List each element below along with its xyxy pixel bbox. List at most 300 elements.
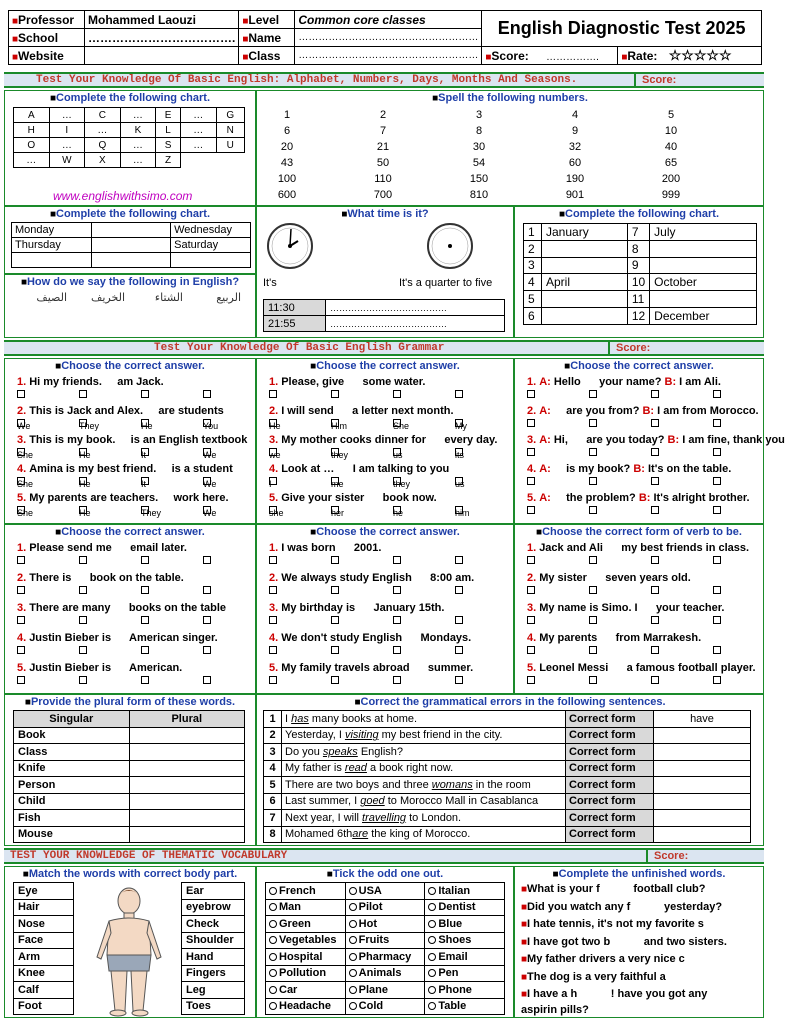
number-item: 60 — [568, 157, 582, 169]
alphabet-cell[interactable]: … — [120, 153, 156, 168]
checkbox-icon[interactable] — [393, 390, 401, 398]
checkbox-icon[interactable] — [455, 616, 463, 624]
speaker-a: A: — [539, 405, 551, 417]
question-text: There are many books on the table — [29, 602, 227, 614]
checkbox-icon[interactable] — [331, 390, 339, 398]
checkbox-icon[interactable] — [713, 646, 721, 654]
question — [17, 404, 255, 419]
checkbox-icon[interactable] — [713, 676, 721, 684]
checkbox-icon[interactable] — [455, 556, 463, 564]
square-icon: ■ — [55, 527, 62, 538]
alphabet-cell[interactable]: … — [49, 108, 85, 123]
month-name: July — [650, 224, 757, 241]
alphabet-cell[interactable]: … — [180, 138, 216, 153]
red-square-icon: ■ — [521, 901, 528, 913]
section-title: Choose the correct answer. — [570, 360, 714, 372]
checkbox-icon[interactable] — [79, 586, 87, 594]
checkbox-icon[interactable] — [79, 646, 87, 654]
checkbox-icon[interactable] — [589, 616, 597, 624]
day-cell[interactable] — [91, 253, 170, 268]
checkbox-icon[interactable] — [141, 556, 149, 564]
left-word[interactable]: Face — [14, 932, 74, 949]
checkbox-icon[interactable] — [527, 616, 535, 624]
odd-option[interactable] — [425, 916, 505, 933]
sentence-pre: Mohamed 6th — [285, 828, 353, 841]
plural-answer[interactable] — [129, 777, 245, 794]
question-text: My parents are teachers. work here. — [29, 492, 229, 504]
radio-icon[interactable] — [269, 1002, 277, 1010]
error-number: 3 — [264, 744, 282, 761]
month-name[interactable] — [542, 240, 628, 257]
checkbox-icon[interactable] — [203, 676, 211, 684]
odd-row — [266, 998, 505, 1015]
error-word: speaks — [322, 745, 358, 758]
checkbox-icon[interactable] — [713, 390, 721, 398]
odd-label: Cold — [358, 1000, 384, 1013]
radio-icon[interactable] — [349, 936, 357, 944]
checkbox-icon[interactable] — [331, 616, 339, 624]
sentence-pre: I — [285, 712, 292, 725]
option-label: We — [203, 450, 217, 460]
left-word[interactable]: Eye — [14, 883, 74, 900]
alphabet-cell: E — [156, 108, 181, 123]
section-band-vocabulary — [4, 848, 764, 864]
odd-option[interactable] — [425, 949, 505, 966]
radio-icon[interactable] — [269, 986, 277, 994]
alphabet-cell[interactable]: … — [120, 138, 156, 153]
odd-option[interactable] — [345, 932, 425, 949]
odd-option[interactable] — [266, 965, 346, 982]
checkbox-icon[interactable] — [651, 419, 659, 427]
checkbox-icon[interactable] — [17, 556, 25, 564]
options-row — [269, 646, 513, 661]
option-label: they — [331, 450, 349, 460]
right-word[interactable]: Fingers — [182, 965, 245, 982]
question-number: 3. — [269, 602, 279, 614]
radio-icon[interactable] — [428, 936, 436, 944]
checkbox-icon[interactable] — [651, 616, 659, 624]
odd-option[interactable] — [425, 998, 505, 1015]
checkbox-icon[interactable] — [589, 676, 597, 684]
month-number: 8 — [627, 240, 649, 257]
odd-label: Blue — [438, 917, 463, 930]
odd-option[interactable] — [425, 982, 505, 999]
option-label: she — [269, 508, 284, 518]
speaker-b: B: — [667, 434, 680, 446]
plural-title: Provide the plural form of these words. — [30, 696, 236, 708]
alphabet-cell: H — [14, 123, 50, 138]
checkbox-icon[interactable] — [713, 448, 721, 456]
radio-icon[interactable] — [349, 887, 357, 895]
radio-icon[interactable] — [349, 986, 357, 994]
question-text: Please, give some water. — [281, 376, 426, 388]
options-row — [17, 586, 255, 601]
plural-answer[interactable] — [129, 744, 245, 761]
radio-icon[interactable] — [349, 903, 357, 911]
checkbox-icon[interactable] — [589, 506, 597, 514]
options-row — [527, 676, 763, 691]
alphabet-cell[interactable]: … — [180, 108, 216, 123]
checkbox-icon[interactable] — [269, 646, 277, 654]
odd-option[interactable] — [266, 949, 346, 966]
time-row — [264, 316, 505, 332]
left-word[interactable]: Arm — [14, 949, 74, 966]
month-name[interactable] — [542, 307, 628, 324]
checkbox-icon[interactable] — [527, 556, 535, 564]
radio-icon[interactable] — [349, 969, 357, 977]
alphabet-cell[interactable]: … — [85, 123, 121, 138]
score-value[interactable]: ……………. — [546, 51, 599, 63]
options-row — [527, 586, 763, 601]
checkbox-icon[interactable] — [79, 556, 87, 564]
radio-icon[interactable] — [428, 1002, 436, 1010]
right-word[interactable]: Ear — [182, 883, 245, 900]
checkbox-icon[interactable] — [17, 616, 25, 624]
checkbox-icon[interactable] — [713, 556, 721, 564]
radio-icon[interactable] — [428, 903, 436, 911]
body-parts-section: ■Match the words with correct body part. Eye Ear Hair eyebrow Nose Check Face Shoulder Arm Hand Knee Fingers Calf Leg Foot Toes — [4, 866, 256, 1018]
right-word[interactable]: Toes — [182, 998, 245, 1015]
verb-to-be-section — [514, 524, 764, 694]
checkbox-icon[interactable] — [79, 676, 87, 684]
plural-answer[interactable] — [129, 793, 245, 810]
checkbox-icon[interactable] — [589, 448, 597, 456]
month-name: December — [650, 307, 757, 324]
plural-answer[interactable] — [129, 810, 245, 827]
correct-form-answer[interactable] — [654, 777, 751, 794]
number-item: 50 — [376, 157, 390, 169]
checkbox-icon[interactable] — [527, 448, 535, 456]
checkbox-icon[interactable] — [713, 477, 721, 485]
checkbox-icon[interactable] — [269, 676, 277, 684]
right-word[interactable]: eyebrow — [182, 899, 245, 916]
checkbox-icon[interactable] — [651, 646, 659, 654]
question-text: Hi my friends. am Jack. — [29, 376, 164, 388]
error-word: travelling — [362, 811, 407, 824]
number-item: 901 — [565, 189, 585, 201]
days-title: Complete the following chart. — [56, 208, 211, 220]
checkbox-icon[interactable] — [393, 586, 401, 594]
question — [527, 491, 763, 506]
option-label: us — [393, 450, 403, 460]
checkbox-icon[interactable] — [651, 676, 659, 684]
checkbox-icon[interactable] — [141, 616, 149, 624]
correct-form-answer[interactable] — [654, 793, 751, 810]
unfinished-text: What is your f football club? — [527, 883, 706, 895]
correct-form-label: Correct form — [566, 711, 654, 728]
left-word[interactable]: Nose — [14, 916, 74, 933]
checkbox-icon[interactable] — [141, 586, 149, 594]
checkbox-icon[interactable] — [527, 390, 535, 398]
plural-answer[interactable] — [129, 727, 245, 744]
checkbox-icon[interactable] — [79, 616, 87, 624]
month-name[interactable] — [650, 257, 757, 274]
plural-answer[interactable] — [129, 826, 245, 843]
options-row — [17, 646, 255, 661]
checkbox-icon[interactable] — [713, 616, 721, 624]
checkbox-icon[interactable] — [331, 586, 339, 594]
correct-form-answer[interactable] — [654, 826, 751, 843]
checkbox-icon[interactable] — [203, 586, 211, 594]
right-word[interactable]: Hand — [182, 949, 245, 966]
season-item: الشتاء — [154, 291, 183, 304]
checkbox-icon[interactable] — [589, 556, 597, 564]
day-cell[interactable] — [12, 253, 92, 268]
plural-row — [14, 793, 245, 810]
odd-option[interactable] — [425, 965, 505, 982]
odd-label: Man — [279, 901, 301, 914]
question — [269, 404, 513, 419]
checkbox-icon[interactable] — [651, 477, 659, 485]
checkbox-icon[interactable] — [527, 419, 535, 427]
month-name[interactable] — [542, 291, 628, 308]
grammar-pronouns-section — [4, 358, 256, 524]
unfinished-title: Complete the unfinished words. — [558, 868, 726, 880]
checkbox-icon[interactable] — [651, 586, 659, 594]
odd-option[interactable] — [345, 965, 425, 982]
error-row — [264, 810, 751, 827]
test-title: English Diagnostic Test 2025 — [482, 11, 762, 47]
checkbox-icon[interactable] — [393, 556, 401, 564]
alphabet-grid — [13, 107, 245, 168]
question-number: 1. — [527, 376, 537, 388]
checkbox-icon[interactable] — [141, 390, 149, 398]
class-value[interactable]: ……………………………………………… — [295, 47, 482, 65]
odd-option[interactable] — [266, 998, 346, 1015]
speaker-a: A: — [539, 376, 551, 388]
checkbox-icon[interactable] — [393, 646, 401, 654]
red-square-icon: ■ — [521, 884, 528, 895]
checkbox-icon[interactable] — [589, 477, 597, 485]
checkbox-icon[interactable] — [713, 506, 721, 514]
checkbox-icon[interactable] — [589, 586, 597, 594]
sentence-pre: Last summer, I — [285, 795, 361, 808]
error-sentence — [282, 826, 566, 843]
checkbox-icon[interactable] — [269, 556, 277, 564]
left-word[interactable]: Calf — [14, 982, 74, 999]
odd-option[interactable] — [266, 899, 346, 916]
website-link[interactable]: www.englishwithsimo.com — [53, 189, 193, 203]
error-word: visiting — [344, 729, 379, 742]
sentence-post: many books at home. — [308, 712, 418, 725]
radio-icon[interactable] — [349, 953, 357, 961]
number-item: 20 — [280, 141, 294, 153]
odd-option[interactable] — [266, 916, 346, 933]
checkbox-icon[interactable] — [651, 448, 659, 456]
odd-option[interactable] — [345, 899, 425, 916]
odd-option[interactable] — [425, 883, 505, 900]
red-square-icon: ■ — [521, 919, 528, 930]
question — [527, 541, 763, 556]
checkbox-icon[interactable] — [203, 616, 211, 624]
its-label: It's — [263, 277, 277, 289]
checkbox-icon[interactable] — [141, 646, 149, 654]
checkbox-icon[interactable] — [141, 676, 149, 684]
checkbox-icon[interactable] — [455, 646, 463, 654]
singular-word: Person — [14, 777, 130, 794]
option-label: we — [269, 450, 281, 460]
radio-icon[interactable] — [269, 920, 277, 928]
correct-form-label: Correct form — [566, 744, 654, 761]
checkbox-icon[interactable] — [393, 616, 401, 624]
radio-icon[interactable] — [349, 1002, 357, 1010]
months-grid — [523, 223, 757, 325]
radio-icon[interactable] — [269, 953, 277, 961]
checkbox-icon[interactable] — [527, 646, 535, 654]
odd-label: Pollution — [279, 967, 327, 980]
radio-icon[interactable] — [269, 903, 277, 911]
checkbox-icon[interactable] — [203, 390, 211, 398]
question — [17, 375, 255, 390]
alphabet-cell[interactable]: … — [120, 108, 156, 123]
rate-stars[interactable]: ☆☆☆☆☆ — [668, 47, 732, 63]
odd-title: Tick the odd one out. — [332, 868, 444, 880]
checkbox-icon[interactable] — [713, 419, 721, 427]
day-cell[interactable] — [171, 253, 251, 268]
checkbox-icon[interactable] — [331, 646, 339, 654]
checkbox-icon[interactable] — [269, 616, 277, 624]
checkbox-icon[interactable] — [527, 586, 535, 594]
correct-form-answer[interactable] — [654, 760, 751, 777]
odd-option[interactable] — [345, 998, 425, 1015]
error-number: 6 — [264, 793, 282, 810]
day-cell: Wednesday — [171, 223, 251, 238]
error-number: 1 — [264, 711, 282, 728]
option-label: It — [141, 479, 147, 489]
plural-answer[interactable] — [129, 760, 245, 777]
day-cell[interactable] — [91, 223, 170, 238]
question — [269, 433, 513, 448]
question-number: 4. — [269, 463, 279, 475]
time-answer[interactable]: ………………………………… — [326, 316, 505, 332]
error-row — [264, 727, 751, 744]
right-word[interactable]: Shoulder — [182, 932, 245, 949]
checkbox-icon[interactable] — [203, 556, 211, 564]
checkbox-icon[interactable] — [651, 556, 659, 564]
checkbox-icon[interactable] — [589, 390, 597, 398]
correct-form-answer[interactable] — [654, 744, 751, 761]
radio-icon[interactable] — [428, 986, 436, 994]
radio-icon[interactable] — [269, 936, 277, 944]
right-word[interactable]: Check — [182, 916, 245, 933]
checkbox-icon[interactable] — [713, 586, 721, 594]
alphabet-cell[interactable]: … — [49, 138, 85, 153]
radio-icon[interactable] — [269, 887, 277, 895]
left-word[interactable]: Knee — [14, 965, 74, 982]
question — [17, 571, 255, 586]
number-item: 100 — [277, 173, 297, 185]
odd-option[interactable] — [266, 883, 346, 900]
day-cell[interactable] — [91, 238, 170, 253]
checkbox-icon[interactable] — [17, 390, 25, 398]
level-label: Level — [248, 12, 280, 27]
checkbox-icon[interactable] — [651, 506, 659, 514]
time-row — [264, 300, 505, 316]
checkbox-icon[interactable] — [527, 506, 535, 514]
checkbox-icon[interactable] — [331, 556, 339, 564]
question-text: There is book on the table. — [29, 572, 184, 584]
name-value[interactable]: ……………………………………………… — [295, 29, 482, 47]
checkbox-icon[interactable] — [455, 676, 463, 684]
section-title: Choose the correct form of verb to be. — [542, 526, 742, 538]
radio-icon[interactable] — [428, 953, 436, 961]
checkbox-icon[interactable] — [589, 646, 597, 654]
error-word: goed — [360, 795, 385, 808]
checkbox-icon[interactable] — [589, 419, 597, 427]
error-word: has — [291, 712, 309, 725]
radio-icon[interactable] — [428, 920, 436, 928]
correct-form-answer[interactable] — [654, 727, 751, 744]
alphabet-row — [14, 153, 245, 168]
checkbox-icon[interactable] — [331, 676, 339, 684]
checkbox-icon[interactable] — [17, 586, 25, 594]
checkbox-icon[interactable] — [17, 646, 25, 654]
checkbox-icon[interactable] — [269, 586, 277, 594]
odd-option[interactable] — [266, 932, 346, 949]
plural-row — [14, 810, 245, 827]
alphabet-cell: K — [120, 123, 156, 138]
school-value[interactable]: ………………………………. — [85, 29, 239, 47]
singular-word: Class — [14, 744, 130, 761]
odd-option[interactable] — [345, 982, 425, 999]
checkbox-icon[interactable] — [17, 676, 25, 684]
correct-form-answer[interactable] — [654, 810, 751, 827]
website-value[interactable] — [85, 47, 239, 65]
checkbox-icon[interactable] — [651, 390, 659, 398]
month-row — [524, 291, 757, 308]
checkbox-icon[interactable] — [269, 390, 277, 398]
checkbox-icon[interactable] — [455, 390, 463, 398]
right-word[interactable]: Leg — [182, 982, 245, 999]
left-word[interactable]: Foot — [14, 998, 74, 1015]
radio-icon[interactable] — [269, 969, 277, 977]
month-name[interactable] — [542, 257, 628, 274]
odd-option[interactable] — [266, 982, 346, 999]
month-name[interactable] — [650, 291, 757, 308]
error-row — [264, 744, 751, 761]
odd-option[interactable] — [345, 949, 425, 966]
checkbox-icon[interactable] — [79, 390, 87, 398]
odd-option[interactable] — [425, 899, 505, 916]
question — [527, 462, 763, 477]
radio-icon[interactable] — [349, 920, 357, 928]
odd-option[interactable] — [345, 916, 425, 933]
alphabet-cell[interactable]: … — [14, 153, 50, 168]
question-number: 5. — [17, 492, 27, 504]
clock-icon — [265, 221, 315, 271]
answer-text: It's on the table. — [644, 463, 732, 475]
answer-text: I am fine, thank you — [679, 434, 785, 446]
radio-icon[interactable] — [428, 887, 436, 895]
odd-option[interactable] — [425, 932, 505, 949]
option-label: us — [455, 479, 465, 489]
time-answer[interactable]: ………………………………… — [326, 300, 505, 316]
checkbox-icon[interactable] — [203, 646, 211, 654]
checkbox-icon[interactable] — [527, 477, 535, 485]
alphabet-cell[interactable]: … — [180, 123, 216, 138]
options-row — [269, 477, 513, 491]
correct-form-answer[interactable]: have — [654, 711, 751, 728]
checkbox-icon[interactable] — [455, 586, 463, 594]
month-name[interactable] — [650, 240, 757, 257]
checkbox-icon[interactable] — [393, 676, 401, 684]
options-row — [17, 477, 255, 491]
number-item: 110 — [374, 173, 392, 185]
odd-option[interactable] — [345, 883, 425, 900]
radio-icon[interactable] — [428, 969, 436, 977]
left-word[interactable]: Hair — [14, 899, 74, 916]
checkbox-icon[interactable] — [527, 676, 535, 684]
